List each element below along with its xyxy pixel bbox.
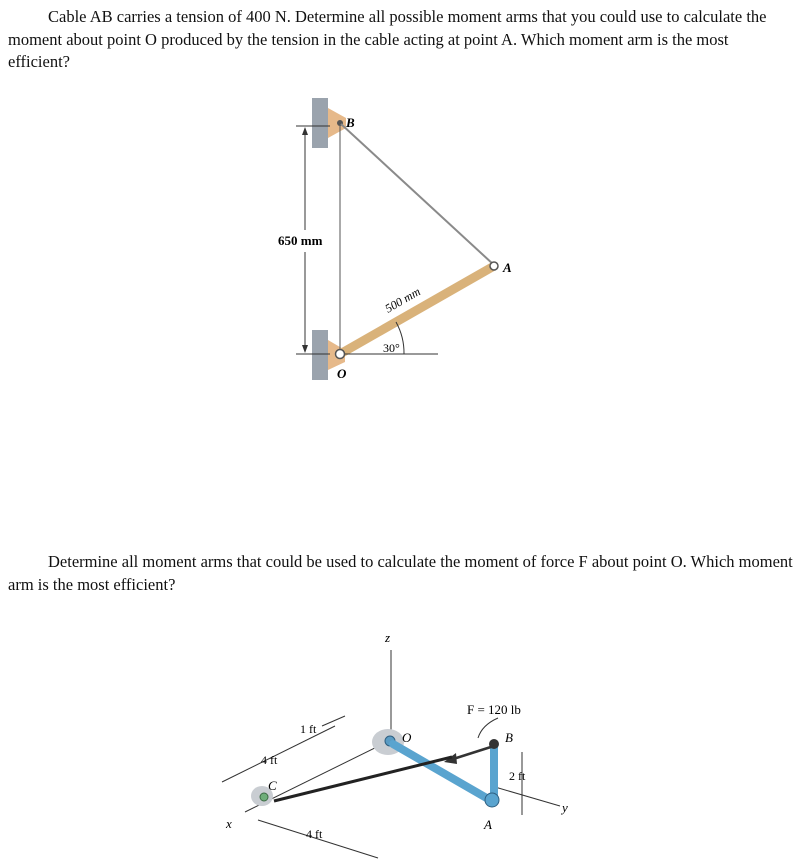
y-axis [495,787,560,806]
label-a: A [503,260,512,275]
label-b: B [346,115,355,130]
label-a2: A [484,817,492,832]
label-o2: O [402,730,412,745]
label-650mm: 650 mm [278,233,323,248]
label-4ft-a: 4 ft [261,753,278,767]
label-b2: B [505,730,513,745]
joint-c [260,793,268,801]
label-4ft-b: 4 ft [306,827,323,841]
label-z: z [385,630,391,645]
cable-cb [274,757,452,801]
dim-4ft-left [222,726,335,782]
force-arrow [450,746,494,760]
elbow-a [485,793,499,807]
label-force: F = 120 lb [467,702,521,717]
force-leader [478,718,498,738]
label-y: y [562,800,568,815]
label-o: O [337,366,347,381]
problem-2-text: Determine all moment arms that could be used to calculate the moment of force F about point O. Which moment arm is the most efficient? [8,552,793,594]
label-angle: 30° [383,341,400,355]
label-2ft: 2 ft [509,769,526,783]
label-c: C [268,778,277,793]
problem-1-text: Cable AB carries a tension of 400 N. Determine all possible moment arms that you could use to calculate the moment about point O produced by the tension in the cable acting at point A. Which moment arm is the most efficient? [8,7,767,71]
dim-1ft [322,716,345,726]
label-1ft: 1 ft [300,722,317,736]
label-500mm: 500 mm [382,284,423,316]
label-x: x [226,816,232,831]
